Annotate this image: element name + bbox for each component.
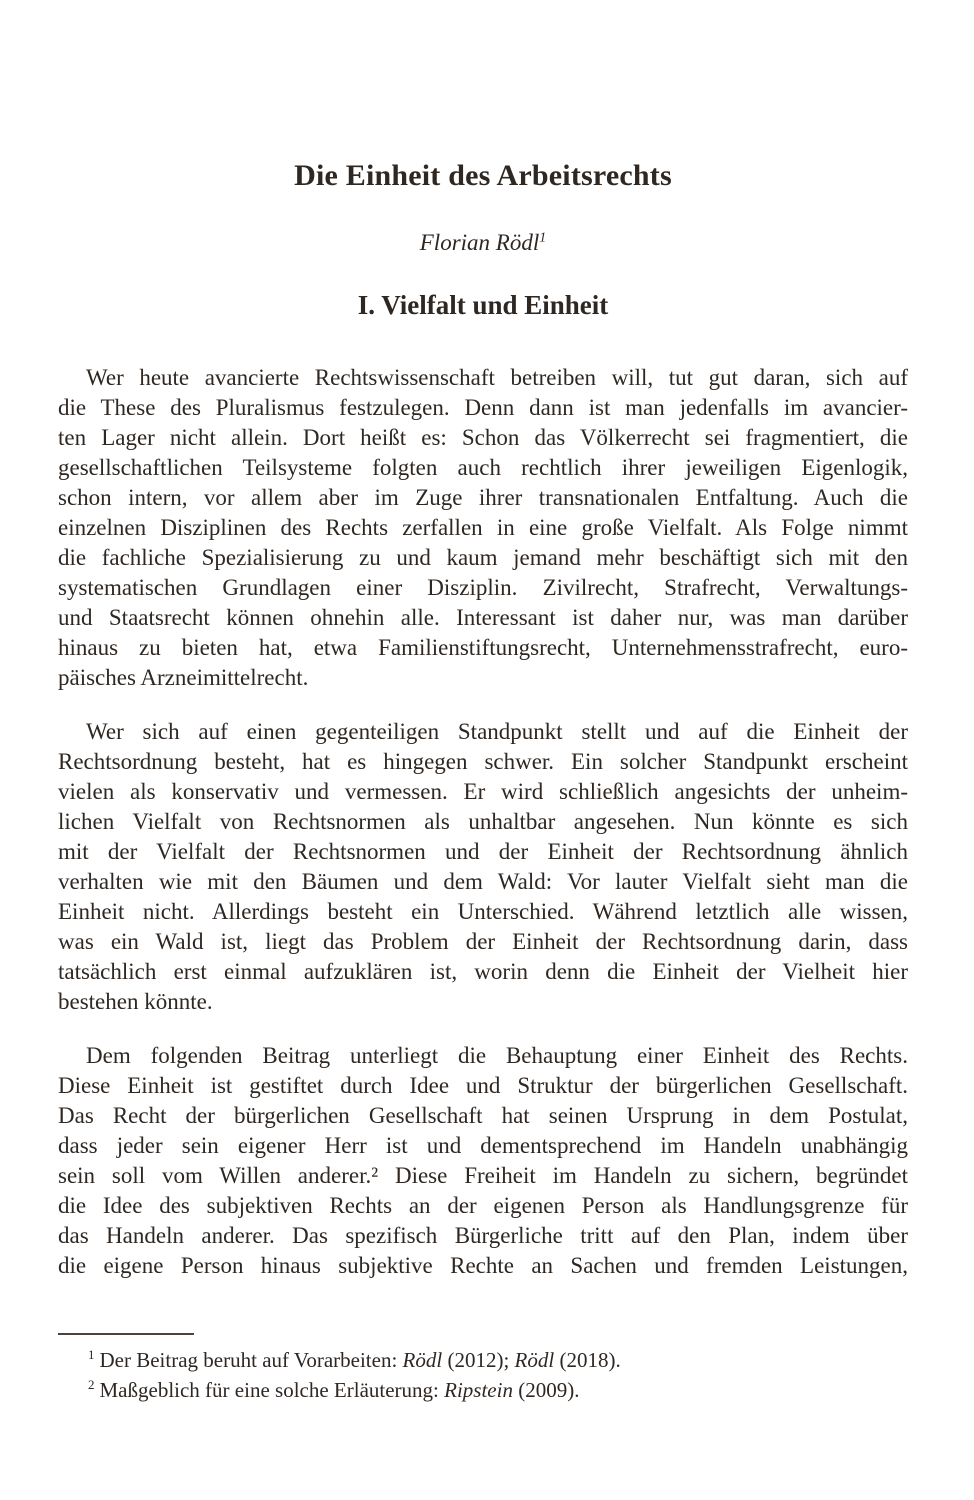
page-title: Die Einheit des Arbeitsrechts [294, 159, 672, 192]
text-line: tatsächlich erst einmal aufzuklären ist, worin denn die Einheit der Vielheit hier [58, 959, 908, 984]
body-text [58, 363, 908, 1281]
text-line: hinaus zu bieten hat, etwa Familienstiftungsrecht, Unternehmensstrafrecht, euro- [58, 635, 908, 660]
text-line: gesellschaftlichen Teilsysteme folgten auch rechtlich ihrer jeweiligen Eigenlogik, [58, 455, 908, 480]
text-line: und Staatsrecht können ohnehin alle. Interessant ist daher nur, was man darüber [58, 605, 908, 630]
text-line: Dem folgenden Beitrag unterliegt die Behauptung einer Einheit des Rechts. [86, 1043, 908, 1068]
text-line: systematischen Grundlagen einer Disziplin. Zivilrecht, Strafrecht, Verwaltungs- [58, 575, 908, 600]
author-line [58, 228, 908, 257]
footnote-text-segment: (2009). [512, 1378, 580, 1402]
text-line: ten Lager nicht allein. Dort heißt es: Schon das Völkerrecht sei fragmentiert, die [58, 425, 908, 450]
text-line: Rechtsordnung besteht, hat es hingegen schwer. Ein solcher Standpunkt erscheint [58, 749, 908, 774]
text-line: verhalten wie mit den Bäumen und dem Wald: Vor lauter Vielfalt sieht man die [58, 869, 908, 894]
author-name: Florian Rödl [419, 230, 540, 255]
footnote-1 [58, 1345, 908, 1375]
footnote-text-segment: Der Beitrag beruht auf Vorarbeiten: [99, 1348, 403, 1372]
footnote-1-marker: 1 [88, 1347, 95, 1362]
text-line: bestehen könnte. [58, 989, 213, 1014]
text-line: die fachliche Spezialisierung zu und kaum jemand mehr beschäftigt sich mit den [58, 545, 908, 570]
text-line: das Handeln anderer. Das spezifisch Bürgerliche tritt auf den Plan, indem über [58, 1223, 908, 1248]
footnote-text-segment: Maßgeblich für eine solche Erläuterung: [99, 1378, 445, 1402]
footnote-separator-rule [58, 1333, 194, 1335]
text-line: päisches Arzneimittelrecht. [58, 665, 309, 690]
footnote-text-segment: (2012); [442, 1348, 515, 1372]
footnote-2-marker: 2 [88, 1377, 95, 1392]
text-line: Wer sich auf einen gegenteiligen Standpunkt stellt und auf die Einheit der [86, 719, 908, 744]
text-line: Wer heute avancierte Rechtswissenschaft betreiben will, tut gut daran, sich auf [86, 365, 908, 390]
text-line: die Idee des subjektiven Rechts an der eigenen Person als Handlungsgrenze für [58, 1193, 908, 1218]
footnote-1-text [100, 1348, 621, 1372]
text-line: vielen als konservativ und vermessen. Er wird schließlich angesichts der unheim- [58, 779, 908, 804]
text-line: dass jeder sein eigener Herr ist und dementsprechend im Handeln unabhängig [58, 1133, 908, 1158]
text-line: einzelnen Disziplinen des Rechts zerfallen in eine große Vielfalt. Als Folge nimmt [58, 515, 908, 540]
footnote-area [58, 1333, 908, 1405]
paragraph-1 [58, 363, 908, 693]
text-line: was ein Wald ist, liegt das Problem der Einheit der Rechtsordnung darin, dass [58, 929, 908, 954]
footnote-2-text [100, 1378, 580, 1402]
text-line: Einheit nicht. Allerdings besteht ein Unterschied. Während letztlich alle wissen, [58, 899, 908, 924]
section-heading: I. Vielfalt und Einheit [357, 290, 609, 320]
text-line: Das Recht der bürgerlichen Gesellschaft hat seinen Ursprung in dem Postulat, [58, 1103, 908, 1128]
footnote-2 [58, 1375, 908, 1405]
text-line: schon intern, vor allem aber im Zuge ihrer transnationalen Entfaltung. Auch die [58, 485, 908, 510]
text-line: sein soll vom Willen anderer.² Diese Freiheit im Handeln zu sichern, begründet [58, 1163, 908, 1188]
paragraph-2 [58, 717, 908, 1017]
paragraph-3 [58, 1041, 908, 1281]
footnote-text-segment: Rödl [402, 1348, 443, 1372]
text-line: Diese Einheit ist gestiftet durch Idee und Struktur der bürgerlichen Gesellschaft. [58, 1073, 908, 1098]
footnote-text-segment: (2018). [554, 1348, 621, 1372]
footnote-text-segment: Ripstein [444, 1378, 513, 1402]
text-line: die eigene Person hinaus subjektive Rechte an Sachen und fremden Leistungen, [58, 1253, 908, 1278]
text-line: mit der Vielfalt der Rechtsnormen und der Einheit der Rechtsordnung ähnlich [58, 839, 908, 864]
footnote-text-segment: Rödl [514, 1348, 555, 1372]
text-line: lichen Vielfalt von Rechtsnormen als unhaltbar angesehen. Nun könnte es sich [58, 809, 908, 834]
author-footnote-marker: 1 [539, 230, 547, 246]
text-line: die These des Pluralismus festzulegen. Denn dann ist man jedenfalls im avancier- [58, 395, 908, 420]
